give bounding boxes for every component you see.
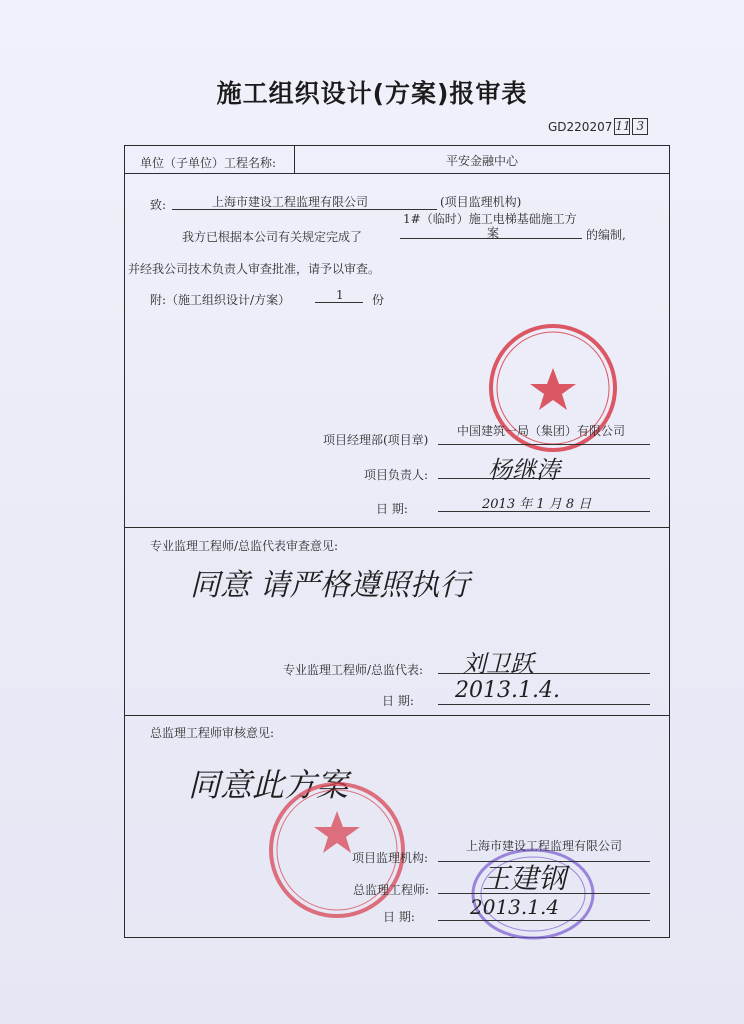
form-title: 施工组织设计(方案)报审表 bbox=[216, 79, 528, 108]
plan-name-line1: 1#（临时）施工电梯基础施工方 bbox=[403, 212, 577, 226]
plan-name-line2: 案 bbox=[487, 226, 500, 240]
supervisor-heading: 专业监理工程师/总监代表审查意见: bbox=[150, 539, 339, 553]
attachment-count: 1 bbox=[336, 288, 344, 302]
attachment-underline bbox=[315, 302, 363, 303]
supervisor-sign-label: 专业监理工程师/总监代表: bbox=[283, 663, 424, 677]
date-label-1: 日 期: bbox=[376, 502, 408, 516]
chief-opinion: 同意此方案 bbox=[188, 766, 349, 804]
form-code-prefix: GD220207 bbox=[548, 119, 613, 134]
row-divider-3 bbox=[124, 715, 670, 716]
row-divider-2 bbox=[124, 527, 670, 528]
row-divider-1 bbox=[124, 173, 670, 174]
date-value-1: 2013 年 1 月 8 日 bbox=[482, 497, 592, 512]
unit-value: 平安金融中心 bbox=[446, 154, 519, 168]
plan-underline bbox=[400, 238, 582, 239]
attachment-unit: 份 bbox=[372, 293, 385, 307]
date-label-2: 日 期: bbox=[382, 694, 414, 708]
unit-label: 单位（子单位）工程名称: bbox=[140, 156, 277, 170]
to-label: 致: bbox=[150, 198, 167, 212]
org-label: 项目监理机构: bbox=[352, 851, 429, 865]
date-value-3: 2013.1.4 bbox=[470, 895, 560, 919]
form-code-box-2: 3 bbox=[632, 118, 648, 135]
date-label-3: 日 期: bbox=[383, 910, 415, 924]
dept-value: 中国建筑一局（集团）有限公司 bbox=[457, 424, 626, 438]
lead-label: 项目负责人: bbox=[364, 468, 429, 482]
to-suffix: (项目监理机构) bbox=[440, 195, 522, 209]
supervisor-signature: 刘卫跃 bbox=[462, 650, 534, 678]
statement-suffix: 的编制, bbox=[586, 228, 626, 242]
org-value: 上海市建设工程监理有限公司 bbox=[466, 839, 623, 853]
attachment-label: 附:（施工组织设计/方案） bbox=[150, 293, 291, 307]
date-underline-2 bbox=[438, 704, 650, 705]
to-value: 上海市建设工程监理有限公司 bbox=[212, 195, 369, 209]
dept-label: 项目经理部(项目章) bbox=[323, 433, 429, 447]
form-code bbox=[548, 118, 648, 135]
date-underline-3 bbox=[438, 920, 650, 921]
chief-signature: 王建钢 bbox=[482, 862, 567, 895]
chief-heading: 总监理工程师审核意见: bbox=[150, 726, 275, 740]
col-divider bbox=[294, 145, 295, 173]
dept-underline bbox=[438, 444, 650, 445]
form-code-box-1: 11 bbox=[615, 119, 631, 133]
lead-signature: 杨继涛 bbox=[488, 456, 560, 484]
supervisor-opinion: 同意 请严格遵照执行 bbox=[190, 568, 470, 603]
statement-prefix: 我方已根据本公司有关规定完成了 bbox=[182, 230, 363, 244]
chief-label: 总监理工程师: bbox=[353, 883, 430, 897]
statement-line2: 并经我公司技术负责人审查批准，请予以审查。 bbox=[128, 262, 381, 276]
date-value-2: 2013.1.4. bbox=[455, 678, 560, 703]
